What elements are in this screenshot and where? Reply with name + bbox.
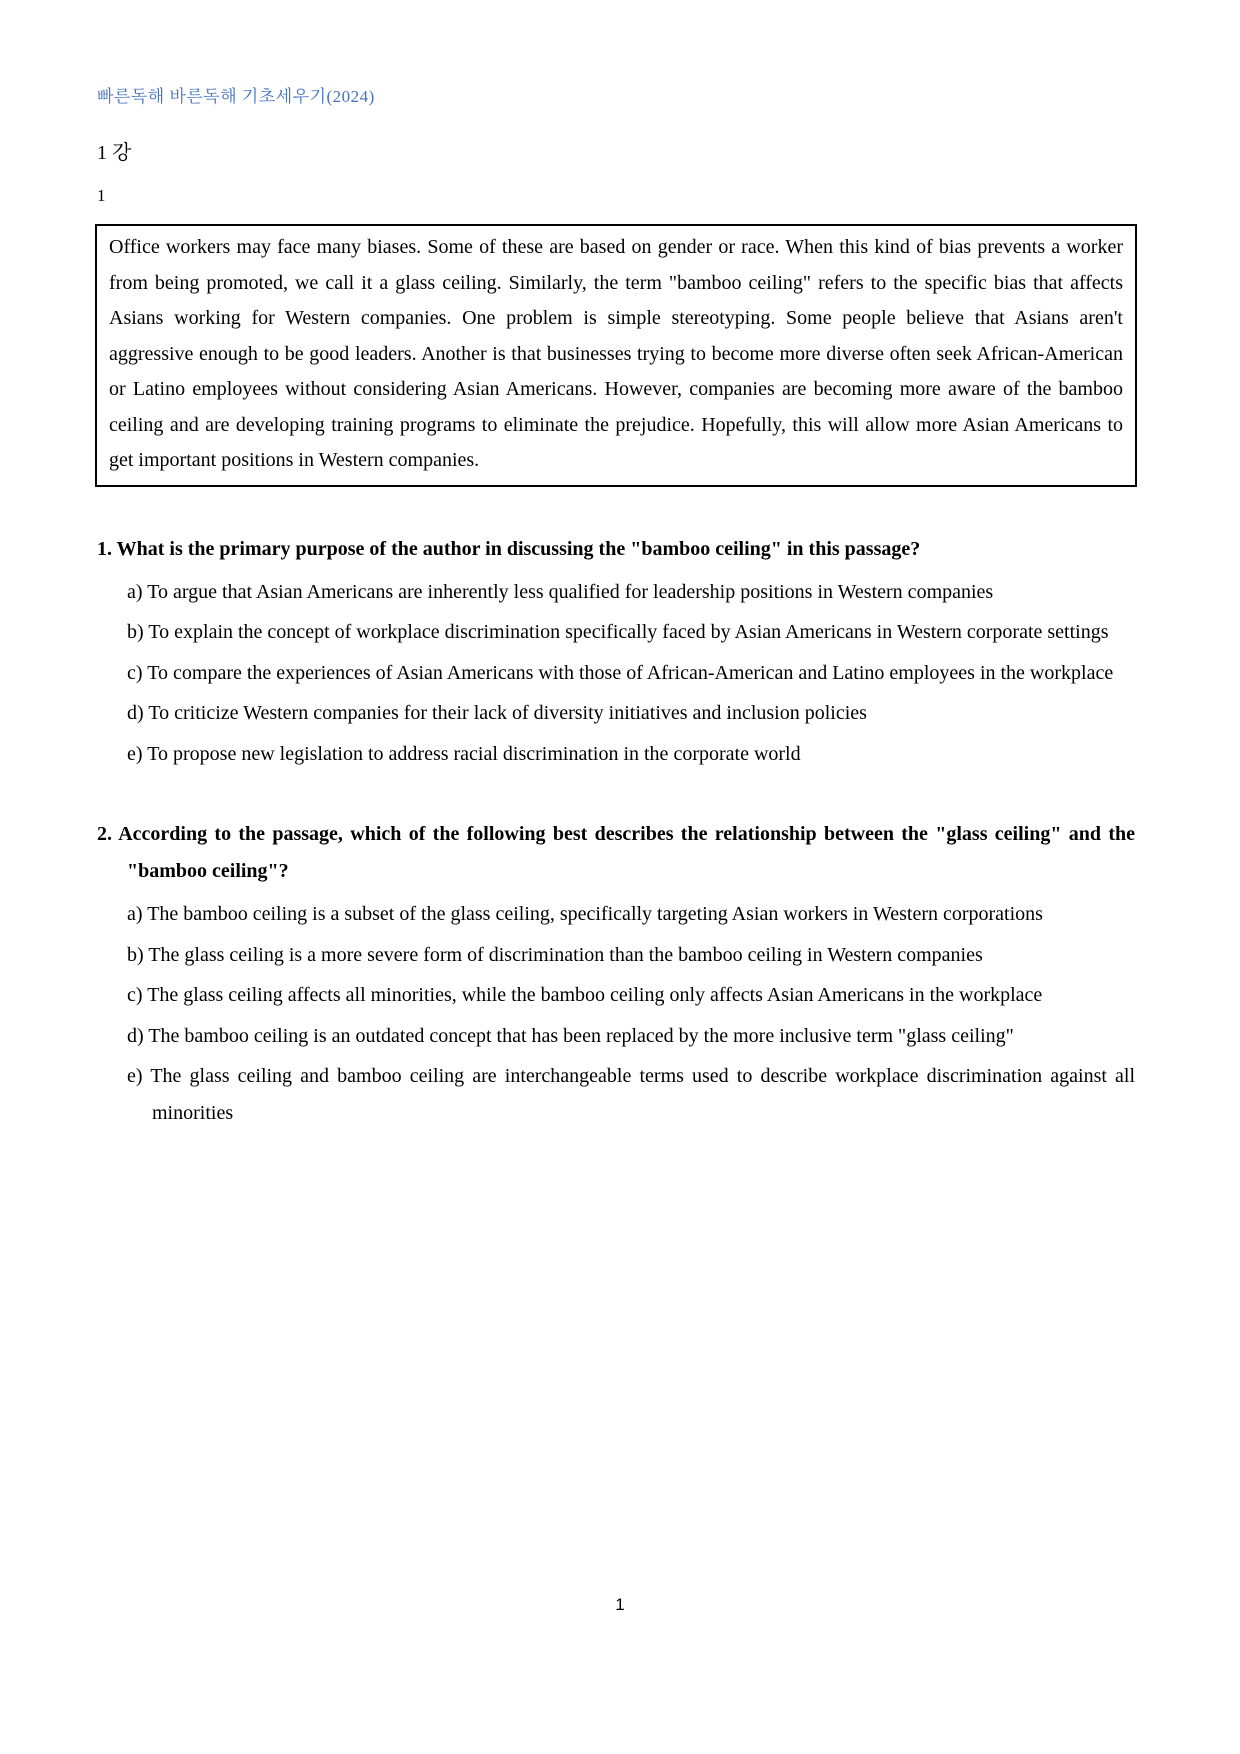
document-title: 빠른독해 바른독해 기초세우기(2024) (97, 87, 375, 106)
question-1-option-b (97, 614, 1135, 651)
passage-number: 1 (97, 186, 106, 205)
option-label: a) (127, 580, 143, 603)
passage-text: Office workers may face many biases. Some of these are based on gender or race. When this kind of bias prevents a worker from being promoted, we call it a glass ceiling. Similarly, the term "bamboo ceiling" refers to the specific bias that affects Asians working for Western companies. One problem is simple stereotyping. Some people believe that Asians aren't aggressive enough to be good leaders. Another is that businesses trying to become more diverse often seek African-American or Latino employees without considering Asian Americans. However, companies are becoming more aware of the bamboo ceiling and are developing training programs to eliminate the prejudice. Hopefully, this will allow more Asian Americans to get important positions in Western companies. (109, 236, 1123, 471)
question-2-stem-text: According to the passage, which of the following best describes the relationship between the "glass ceiling" and the "bamboo ceiling"? (118, 823, 1135, 882)
question-2-option-e (97, 1058, 1135, 1131)
option-label: e) (127, 1065, 143, 1087)
question-2-stem (97, 816, 1135, 890)
question-1-stem-text: What is the primary purpose of the author in discussing the "bamboo ceiling" in this passage? (116, 537, 921, 560)
option-text: The glass ceiling affects all minorities, while the bamboo ceiling only affects Asian Americans in the workplace (147, 984, 1043, 1006)
option-label: a) (127, 903, 143, 925)
option-text: The glass ceiling and bamboo ceiling are interchangeable terms used to describe workplace discrimination against all minorities (150, 1065, 1136, 1124)
question-2-option-b (97, 937, 1135, 974)
question-2-option-d (97, 1018, 1135, 1055)
option-text: The bamboo ceiling is a subset of the glass ceiling, specifically targeting Asian workers in Western corporations (147, 903, 1043, 925)
question-1-option-a (97, 574, 1135, 611)
option-label: c) (127, 984, 143, 1006)
question-1-option-e (97, 736, 1135, 773)
document-content (97, 0, 1135, 1131)
option-text: To explain the concept of workplace discrimination specifically faced by Asian Americans in Western corporate settings (148, 621, 1109, 643)
question-1-number: 1. (97, 537, 112, 560)
question-1-options (97, 574, 1135, 773)
option-text: The glass ceiling is a more severe form of discrimination than the bamboo ceiling in Western companies (148, 943, 983, 966)
option-label: b) (127, 943, 144, 966)
option-text: To criticize Western companies for their lack of diversity initiatives and inclusion policies (148, 702, 867, 724)
option-label: d) (127, 702, 144, 724)
question-2 (97, 816, 1135, 1131)
option-text: To propose new legislation to address racial discrimination in the corporate world (147, 742, 801, 765)
option-text: To compare the experiences of Asian Americans with those of African-American and Latino employees in the workplace (147, 661, 1114, 684)
option-label: d) (127, 1024, 144, 1047)
option-label: c) (127, 661, 143, 684)
page-footer-number: 1 (615, 1595, 625, 1614)
lesson-number: 1 강 (97, 142, 132, 164)
question-1 (97, 531, 1135, 773)
option-label: e) (127, 742, 143, 765)
question-2-option-c (97, 977, 1135, 1014)
option-text: The bamboo ceiling is an outdated concept that has been replaced by the more inclusive term "glass ceiling" (148, 1024, 1014, 1047)
question-2-number: 2. (97, 823, 112, 845)
question-1-option-d (97, 695, 1135, 732)
option-text: To argue that Asian Americans are inherently less qualified for leadership positions in Western companies (147, 580, 994, 603)
option-label: b) (127, 621, 144, 643)
question-1-option-c (97, 655, 1135, 692)
question-1-stem (97, 531, 1135, 568)
passage-box (95, 224, 1137, 487)
question-2-options (97, 896, 1135, 1131)
question-2-option-a (97, 896, 1135, 933)
